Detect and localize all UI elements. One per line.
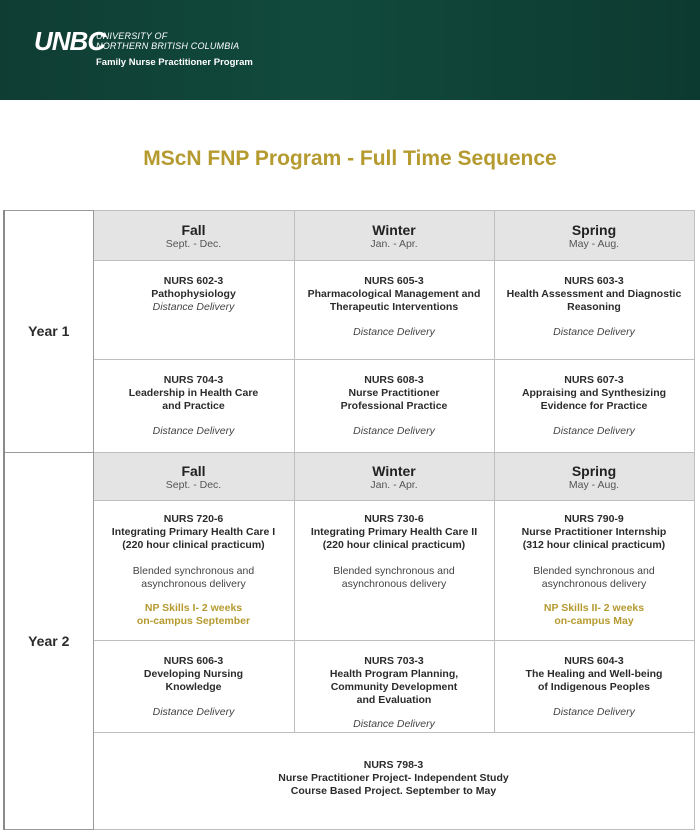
term-fall: Fall Sept. - Dec. [93,211,294,261]
program-sequence-table [3,210,695,830]
skills-note: NP Skills I- 2 weeks on-campus September [136,602,251,627]
unbc-logo: UNBC [34,26,106,56]
term-winter: Winter Jan. - Apr. [294,453,494,501]
course-cell: NURS 608-3 Nurse Practitioner Professional Practice Distance Delivery [294,360,494,453]
term-winter: Winter Jan. - Apr. [294,211,494,261]
header-banner [0,0,700,100]
skills-note: NP Skills II- 2 weeks on-campus May [543,602,645,627]
year1-term-header-row [4,211,694,261]
year2-label: Year 2 [4,453,93,830]
year2-project-row [4,733,694,830]
page-title: MScN FNP Program - Full Time Sequence [143,147,557,170]
course-cell: NURS 603-3 Health Assessment and Diagnostic Reasoning Distance Delivery [494,261,694,360]
course-cell: NURS 703-3 Health Program Planning, Community Development and Evaluation Distance Delivery [294,641,494,733]
year2-row1 [4,501,694,641]
university-name: UNIVERSITY OF NORTHERN BRITISH COLUMBIA [96,31,240,51]
year2-row2 [4,641,694,733]
course-cell: NURS 720-6 Integrating Primary Health Care I (220 hour clinical practicum) Blended synchronous and asynchronous delivery NP Skills I- 2 weeks on-campus September [93,501,294,641]
term-spring: Spring May - Aug. [494,453,694,501]
course-cell: NURS 607-3 Appraising and Synthesizing Evidence for Practice Distance Delivery [494,360,694,453]
course-cell: NURS 790-9 Nurse Practitioner Internship (312 hour clinical practicum) Blended synchronous and asynchronous delivery NP Skills II- 2 weeks on-campus May [494,501,694,641]
year1-row2 [4,360,694,453]
course-cell: NURS 704-3 Leadership in Health Care and Practice Distance Delivery [93,360,294,453]
course-cell: NURS 730-6 Integrating Primary Health Care II (220 hour clinical practicum) Blended synchronous and asynchronous delivery [294,501,494,641]
project-cell: NURS 798-3 Nurse Practitioner Project- Independent Study Course Based Project. September to May [93,733,694,830]
course-cell: NURS 604-3 The Healing and Well-being of Indigenous Peoples Distance Delivery [494,641,694,733]
year1-row1 [4,261,694,360]
course-cell: NURS 606-3 Developing Nursing Knowledge Distance Delivery [93,641,294,733]
course-cell: NURS 605-3 Pharmacological Management and Therapeutic Interventions Distance Delivery [294,261,494,360]
term-fall: Fall Sept. - Dec. [93,453,294,501]
course-cell: NURS 602-3 Pathophysiology Distance Delivery [93,261,294,360]
term-spring: Spring May - Aug. [494,211,694,261]
year1-label: Year 1 [4,211,93,453]
year2-term-header-row [4,453,694,501]
program-name: Family Nurse Practitioner Program [96,57,253,68]
